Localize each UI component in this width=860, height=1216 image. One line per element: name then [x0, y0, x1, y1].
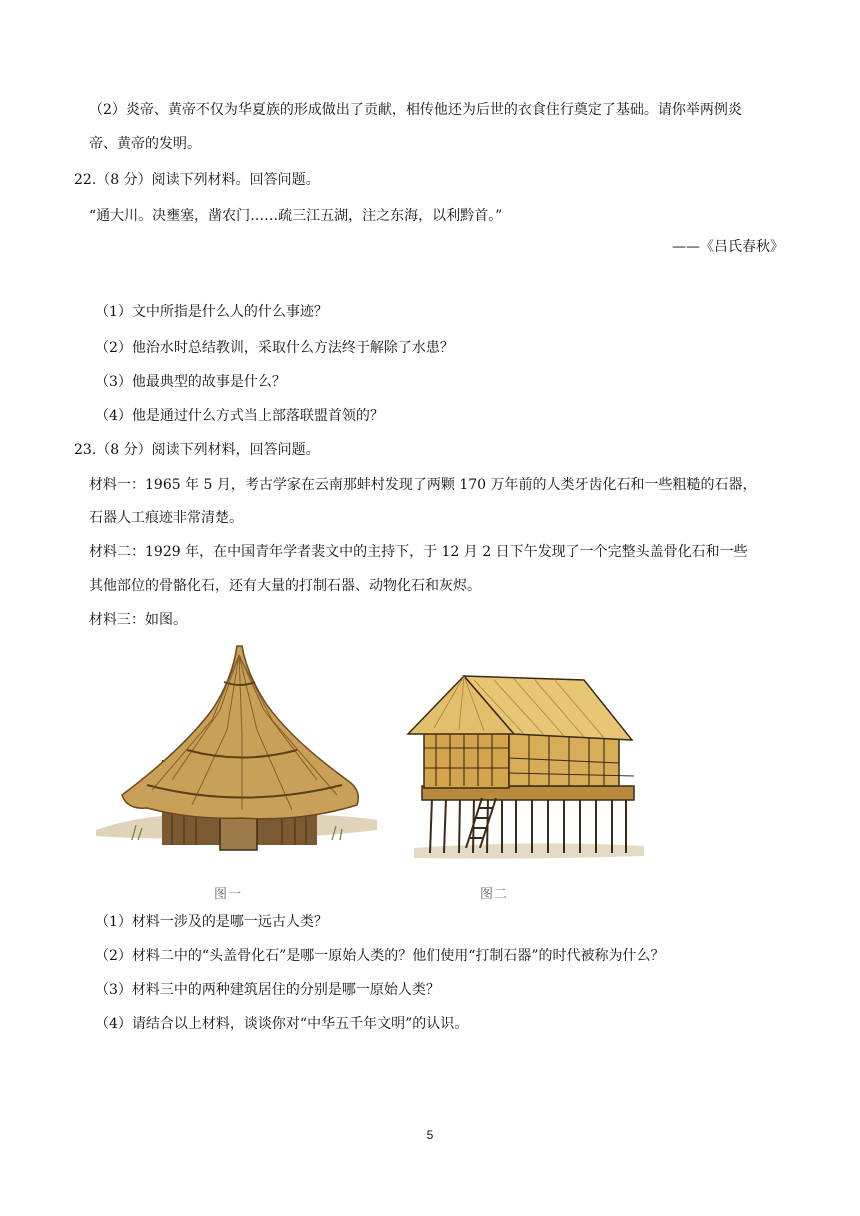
q23-material2-line2: 其他部位的骨骼化石，还有大量的打制石器、动物化石和灰烬。: [89, 578, 481, 594]
q22-quote: “通大川。决壅塞，凿农门……疏三江五湖，注之东海，以利黔首。”: [89, 208, 503, 224]
q23-material1-line2: 石器人工痕迹非常清楚。: [89, 510, 243, 526]
q22-question-1: （1）文中所指是什么人的什么事迹？: [95, 304, 328, 320]
q23-question-4: （4）请结合以上材料，谈谈你对“中华五千年文明”的认识。: [95, 1016, 469, 1032]
q23-material3: 材料三：如图。: [89, 612, 187, 628]
q22-header: 22.（8 分）阅读下列材料。回答问题。: [74, 172, 320, 188]
q22-question-4: （4）他是通过什么方式当上部落联盟首领的？: [95, 408, 384, 424]
q21-part2-line1: （2）炎帝、黄帝不仅为华夏族的形成做出了贡献，相传他还为后世的衣食住行奠定了基础。请你举两例炎: [89, 102, 742, 118]
q23-material1-line1: 材料一：1965 年 5 月，考古学家在云南那蚌村发现了两颗 170 万年前的人类牙齿化石和一些粗糙的石器，: [89, 477, 757, 493]
q23-material2-line1: 材料二：1929 年，在中国青年学者裴文中的主持下，于 12 月 2 日下午发现了一个完整头盖骨化石和一些: [89, 544, 748, 560]
q21-part2-line2: 帝、黄帝的发明。: [89, 136, 201, 152]
round-thatched-hut-image: [92, 640, 382, 880]
q22-question-2: （2）他治水时总结教训，采取什么方法终于解除了水患？: [95, 340, 454, 356]
q22-question-3: （3）他最典型的故事是什么？: [95, 374, 286, 390]
q22-source: ——《吕氏春秋》: [672, 239, 784, 255]
page-number: 5: [426, 1128, 434, 1142]
q23-question-2: （2）材料二中的“头盖骨化石”是哪一原始人类的？他们使用“打制石器”的时代被称为什么？: [95, 948, 665, 964]
q23-question-1: （1）材料一涉及的是哪一远古人类？: [95, 914, 328, 930]
figure2-caption: 图二: [480, 887, 509, 902]
stilt-house-image: [404, 668, 649, 868]
figure1-caption: 图一: [214, 887, 243, 902]
q23-question-3: （3）材料三中的两种建筑居住的分别是哪一原始人类？: [95, 982, 440, 998]
q23-header: 23.（8 分）阅读下列材料，回答问题。: [74, 442, 320, 458]
